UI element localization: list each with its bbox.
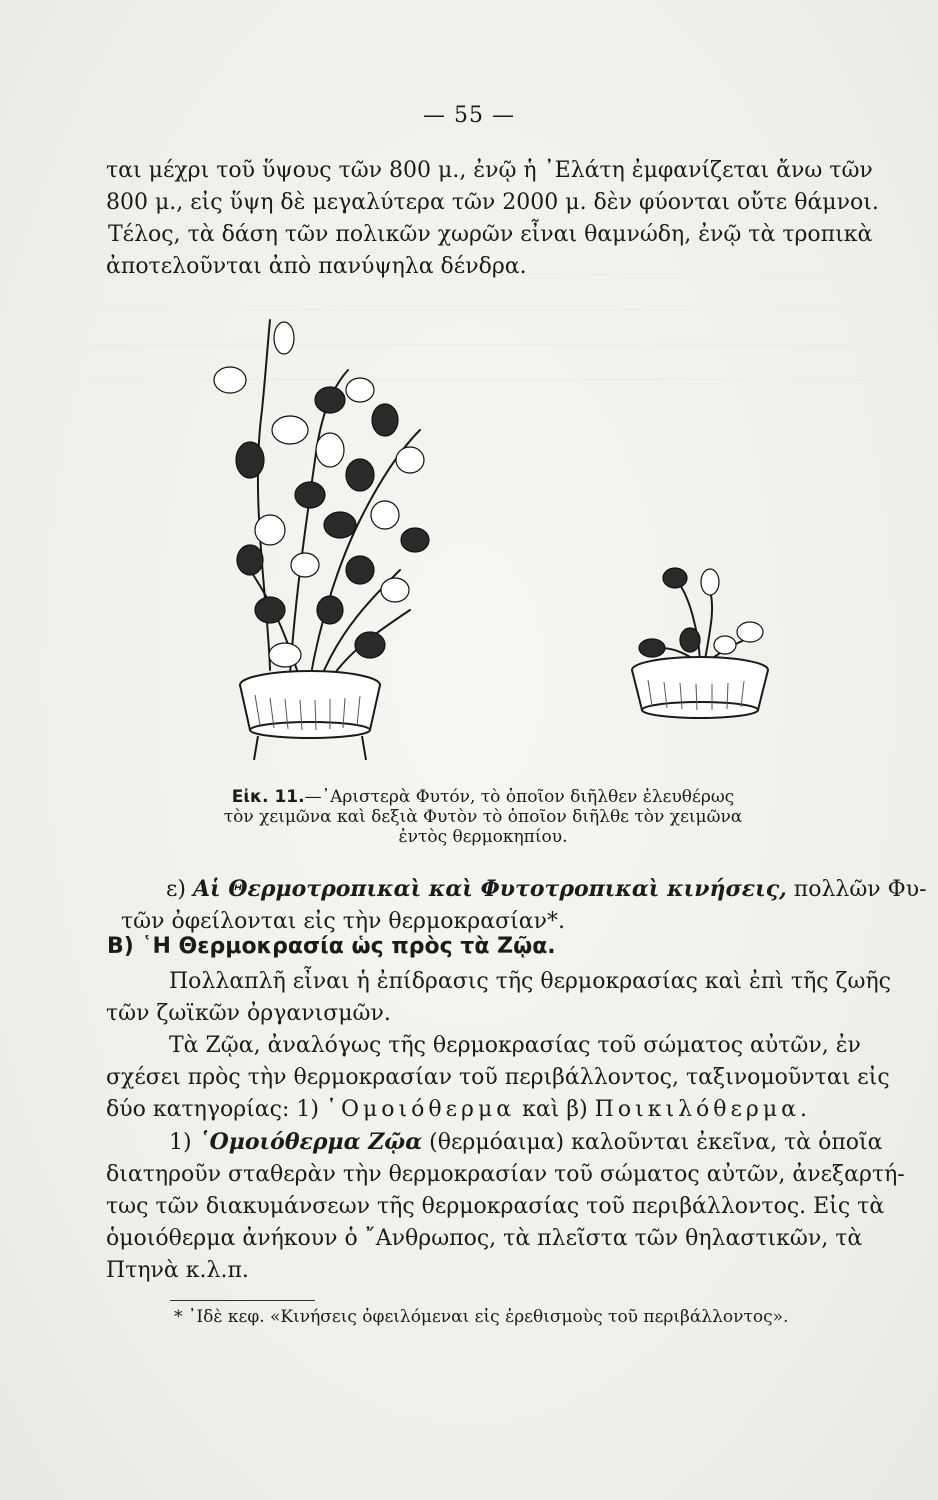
footnote: * ᾿Ιδὲ κεφ. «Κινήσεις ὀφειλόμεναι εἰς ἐρεθισμοὺς τοῦ περιβάλλοντος». <box>174 1307 789 1327</box>
footnote-divider <box>170 1300 315 1301</box>
section-e-text: πολλῶν Φυ- <box>793 877 927 902</box>
text-line: τως τῶν διακυμάνσεων τῆς θερμοκρασίας τοῦ περιβάλλοντος. Εἰς τὰ <box>106 1194 885 1219</box>
section-b-paragraph <box>106 966 891 1126</box>
text-line: Πτηνὰ κ.λ.π. <box>106 1258 249 1283</box>
section-b-heading: Β) ῾Η Θερμοκρασία ὡς πρὸς τὰ Ζῷα. <box>107 934 556 959</box>
figure-label: Εἰκ. 11. <box>231 787 305 807</box>
text-line: διατηροῦν σταθερὰν τὴν θερμοκρασίαν τοῦ σώματος αὐτῶν, ἀνεξαρτή- <box>106 1162 905 1187</box>
text-line: ὁμοιόθερμα ἀνήκουν ὁ ῎Ανθρωπος, τὰ πλεῖστα τῶν θηλαστικῶν, τὰ <box>106 1226 863 1251</box>
subsection-text: (θερμόαιμα) καλοῦνται ἐκεῖνα, τὰ ὁποῖα <box>429 1130 883 1155</box>
page-number: — 55 — <box>423 103 515 128</box>
text-line: σχέσει πρὸς τὴν θερμοκρασίαν τοῦ περιβάλλοντος, ταξινομοῦνται εἰς <box>106 1065 890 1090</box>
caption-line: τὸν χειμῶνα καὶ δεξιὰ Φυτὸν τὸ ὁποῖον διῆλθε τὸν χειμῶνα <box>223 807 743 827</box>
caption-line: ἐντὸς θερμοκηπίου. <box>398 827 568 847</box>
figure-caption <box>168 787 798 847</box>
intro-paragraph <box>106 155 879 283</box>
category-homeothermic: ῾Ομοιόθερμα <box>325 1097 516 1122</box>
text-line: τῶν ὀφείλονται εἰς τὴν θερμοκρασίαν*. <box>121 909 565 934</box>
text-line: Πολλαπλῆ εἶναι ἡ ἐπίδρασις τῆς θερμοκρασίας καὶ ἐπὶ τῆς ζωῆς <box>169 969 891 994</box>
section-e-title: Αἱ Θερμοτροπικαὶ καὶ Φυτοτροπικαὶ κινήσεις, <box>192 876 787 902</box>
subsection-title: ῾Ομοιόθερμα Ζῷα <box>198 1129 423 1155</box>
text-line: 800 μ., εἰς ὕψη δὲ μεγαλύτερα τῶν 2000 μ. δὲν φύονται οὔτε θάμνοι. <box>106 190 879 215</box>
section-e-paragraph <box>106 873 927 938</box>
caption-line: —᾿Αριστερὰ Φυτόν, τὸ ὁποῖον διῆλθεν ἐλευθέρως <box>304 787 735 807</box>
text-line: Τὰ Ζῷα, ἀναλόγως τῆς θερμοκρασίας τοῦ σώματος αὐτῶν, ἐν <box>169 1033 861 1058</box>
text-line: ἀποτελοῦνται ἀπὸ πανύψηλα δένδρα. <box>106 254 527 279</box>
categories-prefix: δύο κατηγορίας: 1) <box>106 1097 319 1122</box>
text-line: Τέλος, τὰ δάση τῶν πολικῶν χωρῶν εἶναι θαμνώδη, ἐνῷ τὰ τροπικὰ <box>108 222 873 247</box>
homeothermic-paragraph <box>106 1126 905 1287</box>
subsection-prefix: 1) <box>169 1130 192 1155</box>
section-e-prefix: ε) <box>166 877 186 902</box>
figure-11-illustration <box>210 300 790 770</box>
categories-middle: καὶ β) <box>522 1097 588 1122</box>
category-poikilothermic: Ποικιλόθερμα. <box>594 1097 812 1122</box>
text-line: ται μέχρι τοῦ ὕψους τῶν 800 μ., ἐνῷ ἡ ᾿Ελάτη ἐμφανίζεται ἄνω τῶν <box>106 158 873 183</box>
text-line: τῶν ζωϊκῶν ὀργανισμῶν. <box>106 1001 391 1026</box>
